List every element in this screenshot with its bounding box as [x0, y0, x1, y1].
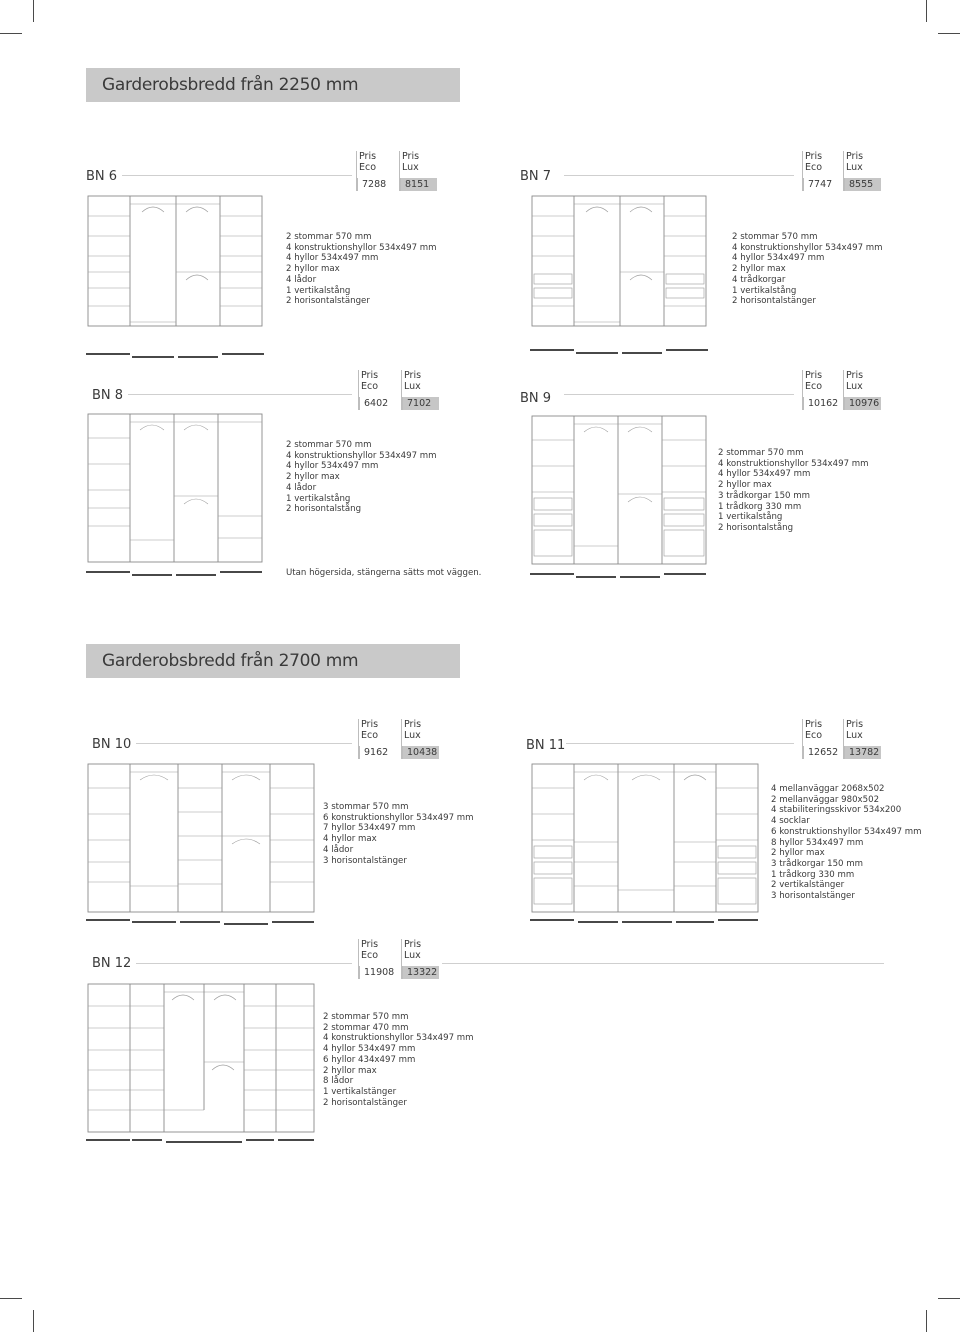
price-label: Pris [404, 719, 422, 730]
wardrobe-drawing-bn12 [86, 982, 318, 1148]
spec-item: 4 konstruktionshyllor 534x497 mm [732, 242, 883, 253]
price-lux-value: 7102 [402, 397, 439, 410]
price-lux-value: 13322 [402, 966, 439, 979]
price-eco-value: 6402 [359, 397, 396, 410]
price-eco [802, 370, 840, 410]
spec-item: 3 horisontalstänger [323, 855, 407, 866]
price-label: Pris [361, 719, 379, 730]
price-label: Eco [361, 381, 379, 392]
spec-item: 2 hyllor max [323, 1065, 377, 1076]
price-eco [802, 151, 840, 191]
price-eco [802, 719, 840, 759]
price-label: Lux [846, 381, 863, 392]
crop-mark [938, 33, 960, 34]
spec-list-bn8 [286, 440, 437, 515]
price-lux [843, 370, 881, 410]
crop-mark [926, 0, 927, 22]
crop-mark [0, 1298, 22, 1299]
price-lux-value: 8151 [400, 178, 437, 191]
price-label: Pris [361, 939, 379, 950]
spec-item: 8 lådor [323, 1076, 354, 1087]
spec-item: 2 hyllor max [732, 264, 786, 275]
wardrobe-drawing-bn11 [530, 762, 762, 928]
price-eco-value: 7288 [357, 178, 394, 191]
price-lux-value: 8555 [844, 178, 881, 191]
wardrobe-drawing-bn8 [86, 412, 266, 578]
price-label: Pris [404, 370, 422, 381]
spec-item: 1 trådkorg 330 mm [771, 869, 855, 880]
spec-item: 3 trådkorgar 150 mm [718, 490, 810, 501]
price-label: Lux [404, 381, 421, 392]
spec-item: 4 hyllor max [323, 834, 377, 845]
spec-item: 2 hyllor max [286, 472, 340, 483]
wardrobe-drawing-bn9 [530, 414, 710, 580]
divider [122, 175, 352, 176]
spec-item: 2 hyllor max [771, 848, 825, 859]
spec-item: 4 konstruktionshyllor 534x497 mm [718, 458, 869, 469]
spec-item: 2 horisontalstång [718, 522, 794, 533]
spec-item: 1 trådkorg 330 mm [718, 501, 802, 512]
price-label: Lux [404, 730, 421, 741]
price-eco [358, 370, 396, 410]
price-eco-value: 7747 [803, 178, 840, 191]
spec-item: 3 trådkorgar 150 mm [771, 858, 863, 869]
price-eco-value: 10162 [803, 397, 840, 410]
spec-item: 4 hyllor 534x497 mm [286, 253, 379, 264]
price-label: Pris [402, 151, 420, 162]
spec-list-bn10 [323, 802, 474, 866]
product-id: BN 6 [86, 169, 118, 184]
spec-item: 4 hyllor 534x497 mm [323, 1044, 416, 1055]
spec-item: 4 konstruktionshyllor 534x497 mm [286, 450, 437, 461]
spec-list-bn11 [771, 784, 922, 902]
spec-item: 7 hyllor 534x497 mm [323, 823, 416, 834]
spec-item: 2 mellanväggar 980x502 [771, 794, 880, 805]
crop-mark [33, 0, 34, 22]
divider [566, 743, 794, 744]
price-lux [843, 719, 881, 759]
divider [128, 394, 352, 395]
product-id: BN 8 [92, 388, 124, 403]
price-eco [358, 939, 396, 979]
wardrobe-drawing-bn6 [86, 194, 266, 360]
divider [136, 743, 352, 744]
product-id: BN 7 [520, 169, 552, 184]
spec-item: 2 stommar 570 mm [732, 232, 818, 242]
price-lux [401, 719, 439, 759]
spec-item: 1 vertikalstång [286, 285, 351, 296]
spec-item: 2 stommar 570 mm [286, 440, 372, 450]
crop-mark [938, 1298, 960, 1299]
spec-item: 3 stommar 570 mm [323, 802, 409, 812]
spec-item: 4 konstruktionshyllor 534x497 mm [323, 1033, 474, 1044]
price-label: Pris [805, 370, 823, 381]
price-lux [399, 151, 437, 191]
spec-item: 2 horisontalstänger [732, 296, 816, 307]
spec-item: 2 stommar 570 mm [323, 1012, 409, 1022]
price-lux-value: 13782 [844, 746, 881, 759]
price-label: Pris [404, 939, 422, 950]
spec-item: 2 horisontalstänger [286, 296, 370, 307]
price-label: Lux [846, 730, 863, 741]
crop-mark [33, 1310, 34, 1332]
spec-item: 2 stommar 570 mm [286, 232, 372, 242]
price-label: Lux [402, 162, 419, 173]
price-lux-value: 10976 [844, 397, 881, 410]
spec-item: 1 vertikalstång [732, 285, 797, 296]
spec-list-bn12 [323, 1012, 474, 1108]
divider [442, 963, 884, 964]
spec-item: 2 stommar 570 mm [718, 448, 804, 458]
price-eco-value: 9162 [359, 746, 396, 759]
crop-mark [926, 1310, 927, 1332]
spec-item: 1 vertikalstång [286, 493, 351, 504]
spec-item: 3 horisontalstänger [771, 891, 855, 902]
price-lux [843, 151, 881, 191]
price-label: Eco [361, 950, 379, 961]
price-lux-value: 10438 [402, 746, 439, 759]
divider [564, 394, 794, 395]
spec-item: 6 konstruktionshyllor 534x497 mm [771, 826, 922, 837]
spec-item: 4 konstruktionshyllor 534x497 mm [286, 242, 437, 253]
wardrobe-drawing-bn7 [530, 194, 710, 360]
spec-item: 6 hyllor 434x497 mm [323, 1054, 416, 1065]
note-text: Utan högersida, stängerna sätts mot väggen. [286, 568, 482, 578]
spec-item: 8 hyllor 534x497 mm [771, 837, 864, 848]
price-label: Pris [846, 370, 864, 381]
spec-list-bn6 [286, 232, 437, 307]
price-label: Pris [846, 151, 864, 162]
product-id: BN 10 [92, 737, 132, 752]
spec-item: 4 hyllor 534x497 mm [286, 461, 379, 472]
price-label: Pris [846, 719, 864, 730]
spec-item: 4 hyllor 534x497 mm [732, 253, 825, 264]
spec-item: 6 konstruktionshyllor 534x497 mm [323, 812, 474, 823]
price-lux [401, 370, 439, 410]
price-label: Eco [805, 162, 823, 173]
price-label: Eco [361, 730, 379, 741]
price-eco [358, 719, 396, 759]
spec-item: 2 hyllor max [286, 264, 340, 275]
price-eco-value: 12652 [803, 746, 840, 759]
divider [564, 175, 794, 176]
price-label: Pris [805, 151, 823, 162]
spec-item: 4 socklar [771, 816, 810, 827]
product-id: BN 11 [526, 738, 566, 753]
price-eco-value: 11908 [359, 966, 396, 979]
divider [136, 963, 352, 964]
spec-item: 4 lådor [286, 482, 317, 493]
spec-list-bn7 [732, 232, 883, 307]
price-label: Pris [359, 151, 377, 162]
price-label: Lux [846, 162, 863, 173]
price-label: Pris [805, 719, 823, 730]
price-eco [356, 151, 394, 191]
price-label: Eco [359, 162, 377, 173]
product-id: BN 12 [92, 956, 132, 971]
section-title: Garderobsbredd från 2700 mm [86, 644, 460, 678]
price-lux [401, 939, 439, 979]
price-label: Eco [805, 381, 823, 392]
spec-item: 4 lådor [323, 844, 354, 855]
spec-item: 2 hyllor max [718, 480, 772, 491]
spec-item: 4 stabiliteringsskivor 534x200 [771, 805, 902, 816]
spec-item: 4 lådor [286, 274, 317, 285]
spec-item: 4 trådkorgar [732, 274, 786, 285]
spec-item: 4 mellanväggar 2068x502 [771, 784, 885, 794]
spec-item: 2 vertikalstänger [771, 880, 845, 891]
spec-item: 1 vertikalstänger [323, 1086, 397, 1097]
price-label: Pris [361, 370, 379, 381]
spec-item: 2 horisontalstänger [323, 1097, 407, 1108]
product-id: BN 9 [520, 391, 552, 406]
spec-item: 4 hyllor 534x497 mm [718, 469, 811, 480]
spec-item: 1 vertikalstång [718, 512, 783, 523]
spec-item: 2 stommar 470 mm [323, 1022, 409, 1033]
spec-item: 2 horisontalstång [286, 504, 362, 515]
crop-mark [0, 33, 22, 34]
wardrobe-drawing-bn10 [86, 762, 318, 928]
spec-list-bn9 [718, 448, 869, 534]
section-title: Garderobsbredd från 2250 mm [86, 68, 460, 102]
price-label: Eco [805, 730, 823, 741]
price-label: Lux [404, 950, 421, 961]
